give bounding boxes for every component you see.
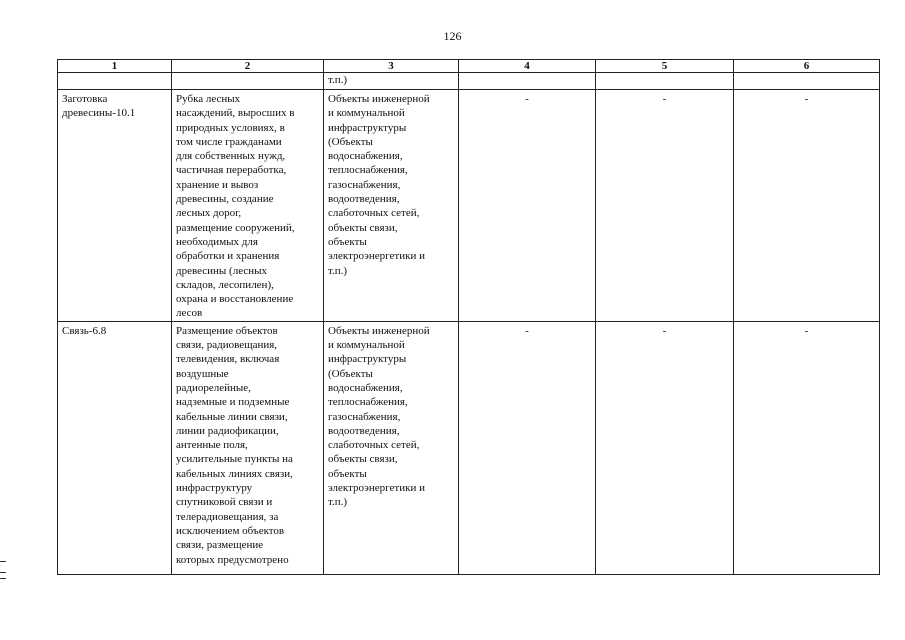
table-header-row: [58, 60, 880, 73]
continuation-row: [58, 73, 880, 90]
column-header-2: 2: [172, 60, 324, 73]
table-row: [58, 321, 880, 574]
auxiliary-use-cell: Объекты инженерной и коммунальной инфраструктуры (Объекты водоснабжения, теплоснабжения, газоснабжения, водоотведения, слаботочных сетей, объекты связи, объекты электроэнергетики и т.п.): [324, 321, 459, 574]
table-cell: -: [734, 321, 880, 574]
auxiliary-use-cell: Объекты инженерной и коммунальной инфраструктуры (Объекты водоснабжения, теплоснабжения, газоснабжения, водоотведения, слаботочных сетей, объекты связи, объекты электроэнергетики и т.п.): [324, 90, 459, 322]
column-header-5: 5: [596, 60, 734, 73]
description-cell: Рубка лесных насаждений, выросших в природных условиях, в том числе гражданами для собственных нужд, частичная переработка, хранение и вывоз древесины, создание лесных дорог, размещение сооружений, необходимых для обработки и хранения древесины (лесных складов, лесопилен), охрана и восстановление лесов: [172, 90, 324, 322]
page-number: 126: [443, 29, 462, 43]
table-cell: [734, 73, 880, 90]
land-use-table: [57, 59, 880, 575]
scan-edge-mark: [0, 561, 6, 562]
table-cell: -: [459, 321, 596, 574]
column-header-1: 1: [58, 60, 172, 73]
table-cell: [324, 73, 459, 90]
column-header-6: 6: [734, 60, 880, 73]
table-cell: [596, 73, 734, 90]
table-cell: -: [459, 90, 596, 322]
land-use-type-cell: Связь-6.8: [58, 321, 172, 574]
continuation-text: т.п.): [328, 74, 348, 86]
scan-edge-mark: [0, 578, 6, 579]
land-use-type-cell: Заготовка древесины-10.1: [58, 90, 172, 322]
table-cell: -: [734, 90, 880, 322]
scan-edge-mark: [0, 572, 6, 573]
description-cell: Размещение объектов связи, радиовещания, телевидения, включая воздушные радиорелейные, надземные и подземные кабельные линии связи, линии радиофикации, антенные поля, усилительные пункты на кабельных линиях связи, инфраструктуру спутниковой связи и телерадиовещания, за исключением объектов связи, размещение которых предусмотрено: [172, 321, 324, 574]
table-cell: [58, 73, 172, 90]
table-row: [58, 90, 880, 322]
column-header-4: 4: [459, 60, 596, 73]
table-cell: -: [596, 90, 734, 322]
table-cell: -: [596, 321, 734, 574]
table-cell: [459, 73, 596, 90]
column-header-3: 3: [324, 60, 459, 73]
table-cell: [172, 73, 324, 90]
